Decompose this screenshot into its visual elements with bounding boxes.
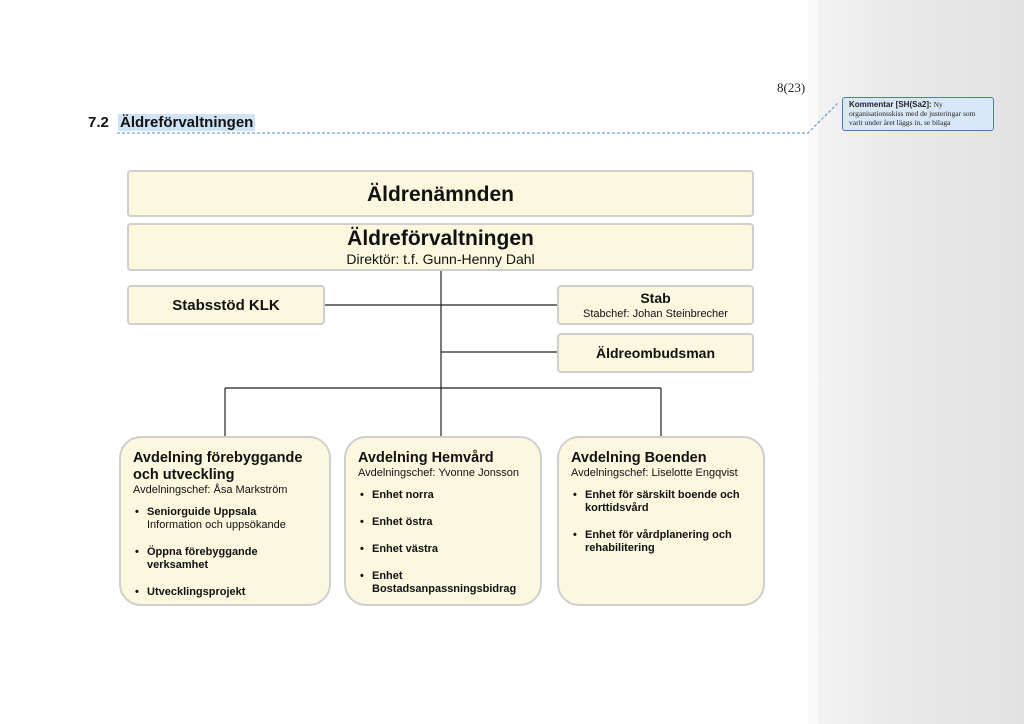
unit-item <box>358 570 528 596</box>
unit-item <box>571 529 751 555</box>
unit-item <box>358 516 528 529</box>
unit-item <box>358 489 528 502</box>
department-title: Avdelning förebyggande och utveckling <box>133 450 303 483</box>
board-title: Äldrenämnden <box>366 183 515 206</box>
comment-text: Ny organisationsskiss med de justeringar som varit under året läggs in, se bilaga <box>849 100 976 127</box>
page-number: 8(23) <box>777 80 806 95</box>
unit-label: Enhet Bostadsanpassningsbidrag <box>372 570 517 595</box>
administration-title: Äldreförvaltningen <box>347 227 534 250</box>
ombudsman-box <box>557 333 754 373</box>
unit-label: Enhet norra <box>372 489 434 501</box>
ombudsman-title: Äldreombudsman <box>595 345 715 361</box>
director-label: Direktör: t.f. Gunn-Henny Dahl <box>346 251 535 267</box>
stab-box <box>557 285 754 325</box>
unit-item <box>358 543 528 556</box>
unit-item <box>133 506 317 532</box>
unit-label: Utvecklingsprojekt <box>147 586 246 598</box>
department-chief: Avdelningschef: Yvonne Jonsson <box>358 467 520 479</box>
unit-item <box>133 586 317 599</box>
department-title: Avdelning Boenden <box>571 450 707 466</box>
stab-chief: Stabchef: Johan Steinbrecher <box>583 308 728 320</box>
section-title[interactable]: Äldreförvaltningen <box>120 114 254 131</box>
department-chief: Avdelningschef: Åsa Markström <box>133 484 288 496</box>
unit-list <box>571 489 751 555</box>
stabsstod-title: Stabsstöd KLK <box>172 297 280 314</box>
stab-title: Stab <box>640 290 671 306</box>
section-number: 7.2 <box>88 114 109 131</box>
unit-item <box>571 489 751 515</box>
department-box-hemvard <box>344 436 542 606</box>
unit-item <box>133 546 317 572</box>
unit-label: Enhet för vårdplanering och rehabilitering <box>585 529 732 554</box>
department-box-forebyggande <box>119 436 331 606</box>
unit-list <box>358 489 528 596</box>
department-chief: Avdelningschef: Liselotte Engqvist <box>571 467 738 479</box>
unit-label: Enhet för särskilt boende och korttidsvård <box>585 489 740 514</box>
department-title: Avdelning Hemvård <box>358 450 494 466</box>
unit-label: Enhet västra <box>372 543 439 555</box>
comment-author: Kommentar [SH(Sa2]: <box>849 100 932 109</box>
unit-list <box>133 506 317 599</box>
unit-sublabel: Information och uppsökande <box>147 519 286 531</box>
department-box-boenden <box>557 436 765 606</box>
unit-label: Enhet östra <box>372 516 433 528</box>
administration-box <box>127 223 754 271</box>
comment-anchor-line <box>117 103 838 133</box>
unit-label: Seniorguide Uppsala <box>147 506 257 518</box>
board-box <box>127 170 754 217</box>
unit-label: Öppna förebyggande verksamhet <box>147 546 258 571</box>
stabsstod-box <box>127 285 325 325</box>
